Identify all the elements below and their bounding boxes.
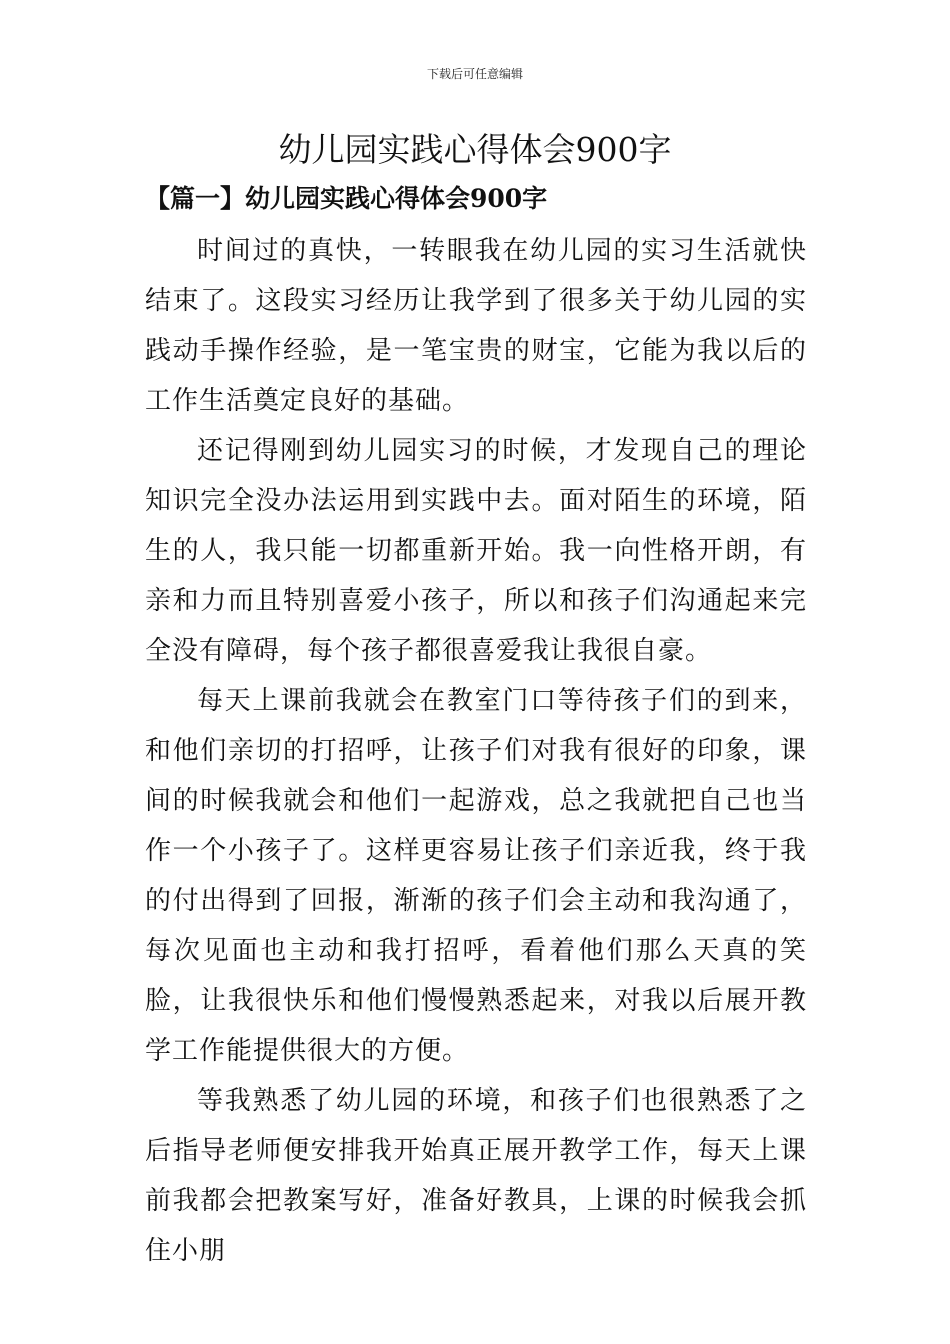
- paragraph-4: 等我熟悉了幼儿园的环境，和孩子们也很熟悉了之后指导老师便安排我开始真正展开教学工作，每天上课前我都会把教案写好，准备好教具，上课的时候我会抓住小朋: [145, 1086, 807, 1266]
- paragraph-3: 每天上课前我就会在教室门口等待孩子们的到来，和他们亲切的打招呼，让孩子们对我有很好的印象，课间的时候我就会和他们一起游戏，总之我就把自己也当作一个小孩子了。这样更容易让孩子们亲近我，终于我的付出得到了回报，渐渐的孩子们会主动和我沟通了，每次见面也主动和我打招呼，看着他们那么天真的笑脸，让我很快乐和他们慢慢熟悉起来，对我以后展开教学工作能提供很大的方便。: [145, 686, 807, 1066]
- document-title: 幼儿园实践心得体会900字: [278, 130, 672, 169]
- section-heading: 【篇一】幼儿园实践心得体会900字: [145, 184, 548, 213]
- paragraph-2: 还记得刚到幼儿园实习的时候，才发现自己的理论知识完全没办法运用到实践中去。面对陌生的环境，陌生的人，我只能一切都重新开始。我一向性格开朗，有亲和力而且特别喜爱小孩子，所以和孩子们沟通起来完全没有障碍，每个孩子都很喜爱我让我很自豪。: [145, 436, 807, 666]
- document-body: [145, 226, 807, 1276]
- header-note: 下载后可任意编辑: [426, 67, 523, 81]
- paragraph-1: 时间过的真快，一转眼我在幼儿园的实习生活就快结束了。这段实习经历让我学到了很多关于幼儿园的实践动手操作经验，是一笔宝贵的财宝，它能为我以后的工作生活奠定良好的基础。: [145, 236, 807, 416]
